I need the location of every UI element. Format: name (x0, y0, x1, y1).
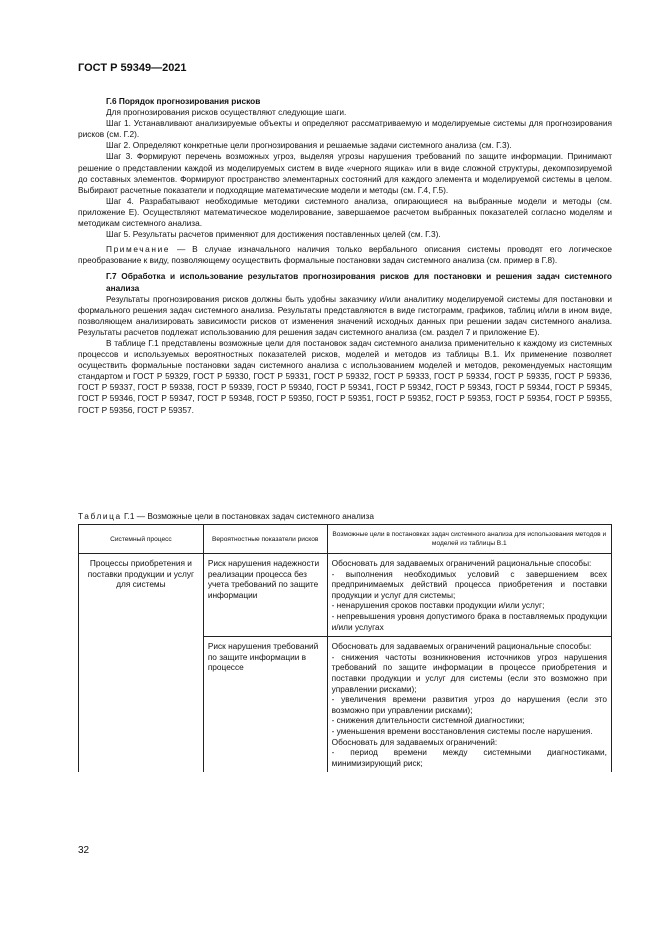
process-cell: Процессы приобретения и поставки продукции и услуг для системы (79, 554, 204, 773)
step-paragraph: Шаг 5. Результаты расчетов применяют для достижения поставленных целей (см. Г.3). (106, 229, 441, 240)
goal-line: - снижения частоты возникновения источников угроз нарушения требований по защите информации в процессе приобретения и поставки продукции и услуг для системы (если это возможно при управлении рисками); (331, 651, 607, 694)
indicator-cell: Риск нарушения надежности реализации процесса без учета требований по защите информации (203, 554, 327, 637)
page-number: 32 (78, 845, 90, 856)
goal-line: Обосновать для задаваемых ограничений рациональные способы: (331, 558, 592, 568)
column-header: Возможные цели в постановках задач системного анализа для использования методов и моделей из таблицы В.1 (327, 525, 611, 554)
step-paragraph: Шаг 2. Определяют конкретные цели прогнозирования и решаемые задачи системного анализа (см. Г.3). (106, 140, 512, 151)
paragraph: Для прогнозирования рисков осуществляют следующие шаги. (106, 107, 347, 118)
goals-cell (327, 637, 611, 773)
step-paragraph: Шаг 4. Разрабатывают необходимые методики системного анализа, опирающиеся на выбранные модели и методы (см. приложение Е). Осуществляют математическое моделирование, завершаемое расчетом выбранных показателей согласно моделям и методикам системного анализа. (78, 195, 612, 229)
column-header: Вероятностные показатели рисков (203, 525, 327, 554)
goal-line: - увеличения времени развития угроз до нарушения (если это возможно при управлении рисками); (331, 694, 607, 715)
table-caption-label: Таблица (78, 511, 122, 521)
goals-cell (327, 554, 611, 637)
goal-line: - выполнения необходимых условий с завершением всех предпринимаемых действий процесса приобретения и поставки продукции и услуг для системы; (331, 568, 607, 600)
standard-header: ГОСТ Р 59349—2021 (78, 62, 187, 74)
goal-line: - ненарушения сроков поставки продукции и/или услуг; (331, 600, 545, 611)
goal-line: - уменьшения времени восстановления системы после нарушения. (331, 725, 593, 736)
goal-line: - снижения длительности системной диагностики; (331, 715, 525, 726)
indicator-cell: Риск нарушения требований по защите информации в процессе (203, 637, 327, 773)
note-label: Примечание (106, 244, 171, 255)
table-caption-text: Г.1 — Возможные цели в постановках задач системного анализа (121, 511, 374, 521)
step-paragraph: Шаг 1. Устанавливают анализируемые объекты и определяют рассматриваемую и моделируемые системы для прогнозирования рисков (см. Г.2). (78, 118, 612, 140)
note-paragraph (78, 244, 612, 266)
goal-line: - период времени между системными диагностиками, минимизирующий риск; (331, 747, 607, 768)
table-row (79, 554, 612, 637)
goal-line: - непревышения уровня допустимого брака в поставляемых продукции и/или услугах (331, 610, 607, 632)
section-g6-heading: Г.6 Порядок прогнозирования рисков (106, 96, 261, 106)
goal-line: Обосновать для задаваемых ограничений рациональные способы: (331, 641, 592, 652)
paragraph: В таблице Г.1 представлены возможные цели для постановок задач системного анализа применительно к каждому из системных процессов и используемых вероятностных показателей рисков, моделей и методов из таблицы В.1. Их применение позволяет осуществить формальные постановки задач системного анализа с использованием моделей и методов, рекомендуемых настоящим стандартом и ГОСТ Р 59329, ГОСТ Р 59330, ГОСТ Р 59331, ГОСТ Р 59332, ГОСТ Р 59333, ГОСТ Р 59334, ГОСТ Р 59335, ГОСТ Р 59336, ГОСТ Р 59337, ГОСТ Р 59338, ГОСТ Р 59339, ГОСТ Р 59340, ГОСТ Р 59341, ГОСТ Р 59342, ГОСТ Р 59343, ГОСТ Р 59344, ГОСТ Р 59345, ГОСТ Р 59346, ГОСТ Р 59347, ГОСТ Р 59348, ГОСТ Р 59350, ГОСТ Р 59351, ГОСТ Р 59352, ГОСТ Р 59353, ГОСТ Р 59354, ГОСТ Р 59355, ГОСТ Р 59356, ГОСТ Р 59357. (78, 337, 612, 415)
step-paragraph: Шаг 3. Формируют перечень возможных угроз, выделяя угрозы нарушения требований по защите информации. Принимают решение о представлении каждой из моделируемых систем в виде «черного ящика» или в виде сложной структуры, декомпозируемой до составных элементов. Формируют пространство элементарных состояний для каждого элемента и моделируемой системы в целом. Выбирают расчетные показатели и подходящие математические модели и методы (см. Г.4, Г.5). (78, 151, 612, 195)
table-caption (78, 511, 374, 521)
goals-table (78, 524, 612, 772)
paragraph: Результаты прогнозирования рисков должны быть удобны заказчику и/или аналитику моделируемой системы для постановки и формального решения задач системного анализа. Результаты представляются в виде гистограмм, графиков, таблиц и/или в ином виде, позволяющем анализировать зависимости рисков от изменения значений исходных данных при решении задач системного анализа. Результаты расчетов подлежат использованию для решения задач системного анализа (см. раздел 7 и приложение Е). (78, 293, 612, 337)
section-g7-heading: Г.7 Обработка и использование результатов прогнозирования рисков для постановки и решения задач системного анализа (106, 271, 612, 293)
body-text (78, 96, 612, 416)
column-header: Системный процесс (79, 525, 204, 554)
table-header-row (79, 525, 612, 554)
note-text: — В случае изначального наличия только вербального описания системы проводят его логическое преобразование к виду, позволяющему осуществить формальные постановки задач системного анализа (см. пример в Г.8). (78, 244, 612, 266)
goal-line: Обосновать для задаваемых ограничений: (331, 736, 498, 747)
